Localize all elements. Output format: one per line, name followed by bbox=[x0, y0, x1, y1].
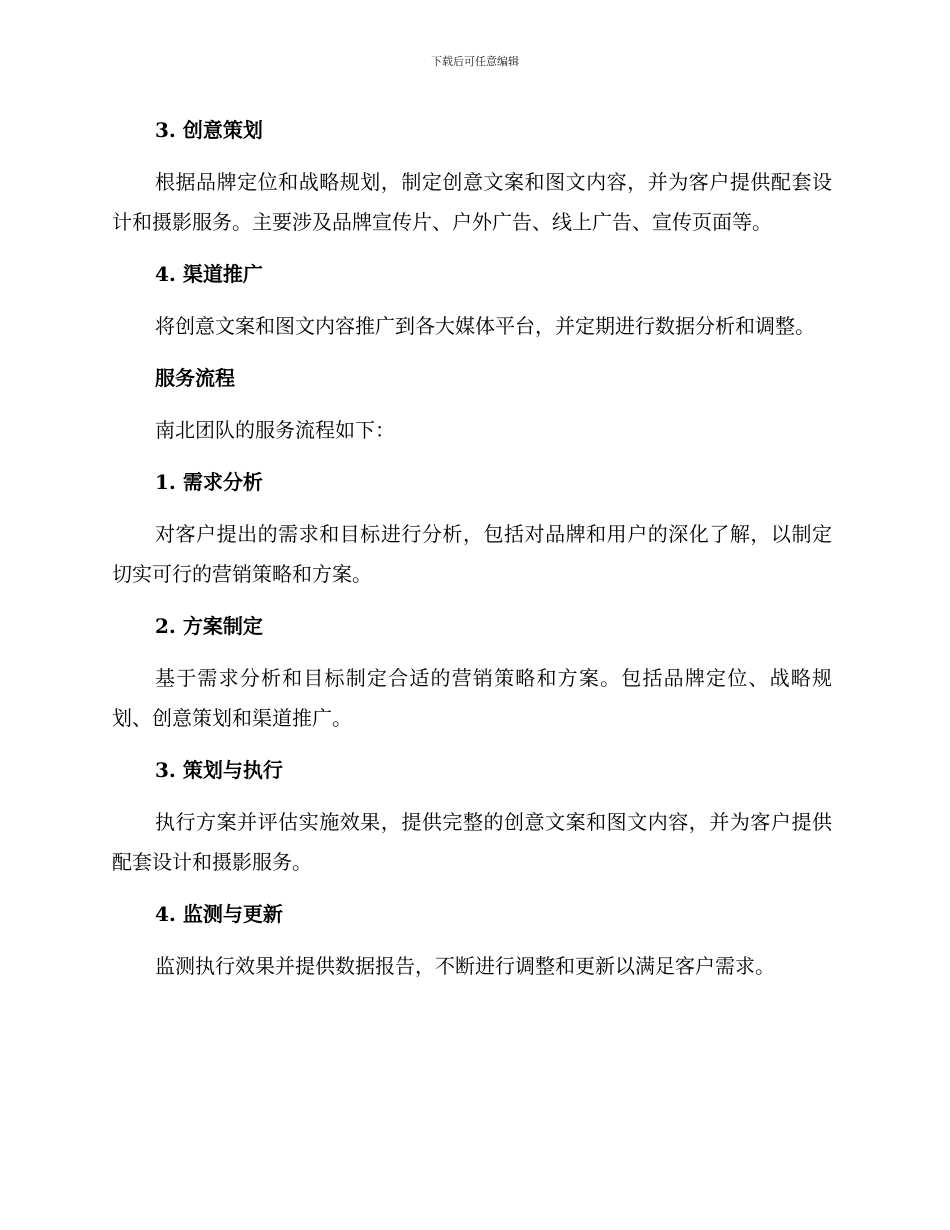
section-heading-planning-execution: 3. 策划与执行 bbox=[155, 758, 283, 782]
section-heading-needs-analysis: 1. 需求分析 bbox=[155, 470, 263, 494]
section-heading-monitoring-update: 4. 监测与更新 bbox=[155, 902, 283, 926]
paragraph-creative-planning: 根据品牌定位和战略规划，制定创意文案和图文内容，并为客户提供配套设计和摄影服务。主要涉及品牌宣传片、户外广告、线上广告、宣传页面等。 bbox=[112, 170, 832, 234]
paragraph-channel-promotion: 将创意文案和图文内容推广到各大媒体平台，并定期进行数据分析和调整。 bbox=[155, 314, 815, 338]
section-heading-service-process: 服务流程 bbox=[155, 366, 235, 390]
section-heading-plan-formulation: 2. 方案制定 bbox=[155, 614, 263, 638]
paragraph-monitoring-update: 监测执行效果并提供数据报告，不断进行调整和更新以满足客户需求。 bbox=[155, 954, 775, 978]
section-heading-creative-planning: 3. 创意策划 bbox=[155, 118, 263, 142]
paragraph-service-process-intro: 南北团队的服务流程如下： bbox=[155, 418, 395, 442]
page-header: 下载后可任意编辑 bbox=[431, 55, 519, 68]
section-heading-channel-promotion: 4. 渠道推广 bbox=[155, 262, 263, 286]
paragraph-planning-execution: 执行方案并评估实施效果，提供完整的创意文案和图文内容，并为客户提供配套设计和摄影服务。 bbox=[112, 810, 832, 874]
paragraph-needs-analysis: 对客户提出的需求和目标进行分析，包括对品牌和用户的深化了解，以制定切实可行的营销策略和方案。 bbox=[112, 522, 832, 586]
document-body bbox=[112, 110, 832, 998]
paragraph-plan-formulation: 基于需求分析和目标制定合适的营销策略和方案。包括品牌定位、战略规划、创意策划和渠道推广。 bbox=[112, 666, 832, 730]
